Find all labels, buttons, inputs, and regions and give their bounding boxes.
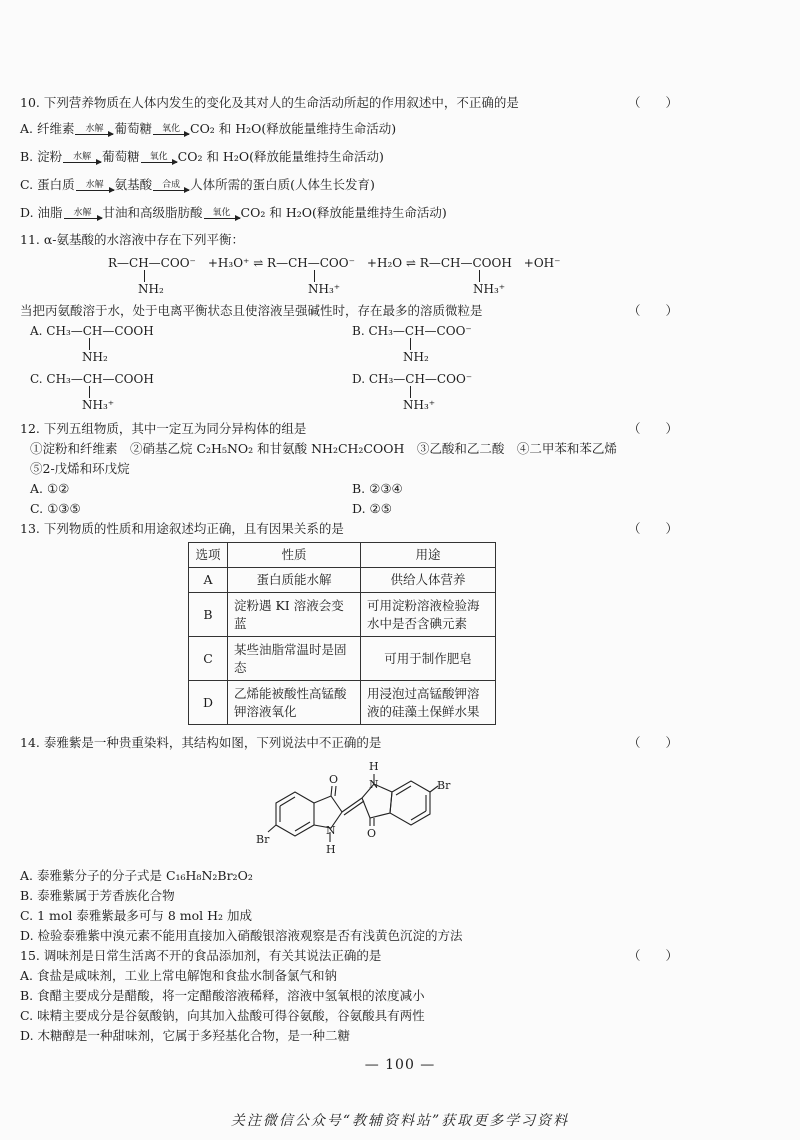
q11-option-b[interactable]: B. CH₃—CH—COO⁻	[352, 324, 472, 338]
table-cell: C	[189, 637, 228, 681]
q14-option-a[interactable]: A. 泰雅紫分子的分子式是 C₁₆H₈N₂Br₂O₂	[20, 868, 253, 883]
q11-answer-paren[interactable]: （ ）	[628, 303, 679, 318]
watermark-text: 关注微信公众号“教辅资料站”获取更多学习资料	[230, 1113, 570, 1129]
q11-a-bond	[89, 338, 90, 350]
q11-b-bond	[410, 338, 411, 350]
table-header-cell: 用途	[361, 543, 496, 568]
q11-option-d-sub: NH₃⁺	[403, 398, 436, 412]
q11-option-a[interactable]: A. CH₃—CH—COOH	[30, 324, 154, 338]
table-cell: 淀粉遇 KI 溶液会变蓝	[228, 593, 361, 637]
page-number: — 100 —	[364, 1057, 436, 1073]
table-cell: A	[189, 568, 228, 593]
q13-answer-paren[interactable]: （ ）	[628, 521, 679, 536]
table-row	[189, 568, 496, 593]
q11-option-c-sub: NH₃⁺	[82, 398, 115, 412]
q10-option-a[interactable]: A. 纤维素 水解 葡萄糖 氧化 CO₂ 和 H₂O(释放能量维持生命活动)	[20, 121, 397, 136]
table-cell: 某些油脂常温时是固态	[228, 637, 361, 681]
table-row	[189, 593, 496, 637]
q11-bond-3	[479, 270, 480, 282]
q15-stem: 15. 调味剂是日常生活离不开的食品添加剂，有关其说法正确的是	[20, 948, 382, 963]
q15-option-b[interactable]: B. 食醋主要成分是醋酸，将一定醋酸溶液稀释，溶液中氢氧根的浓度减小	[20, 988, 425, 1003]
table-row	[189, 681, 496, 725]
q11-option-c[interactable]: C. CH₃—CH—COOH	[30, 372, 154, 386]
q15-option-a[interactable]: A. 食盐是咸味剂，工业上常电解饱和食盐水制备氯气和钠	[20, 968, 337, 983]
q10-answer-paren[interactable]: （ ）	[628, 95, 679, 110]
atom-br-left: Br	[256, 833, 270, 846]
q13-stem: 13. 下列物质的性质和用途叙述均正确，且有因果关系的是	[20, 521, 344, 536]
q10-option-c[interactable]: C. 蛋白质 水解 氨基酸 合成 人体所需的蛋白质(人体生长发育)	[20, 177, 375, 192]
q14-option-d[interactable]: D. 检验泰雅紫中溴元素不能用直接加入硝酸银溶液观察是否有浅黄色沉淀的方法	[20, 928, 463, 943]
q12-option-b[interactable]: B. ②③④	[352, 481, 403, 496]
q12-option-d[interactable]: D. ②⑤	[352, 501, 392, 516]
atom-h-left: H	[326, 843, 336, 856]
q11-bond-1	[144, 270, 145, 282]
q11-sub-3: NH₃⁺	[473, 282, 506, 296]
table-cell: 可用于制作肥皂	[361, 637, 496, 681]
q12-stem: 12. 下列五组物质，其中一定互为同分异构体的组是	[20, 421, 307, 436]
q11-d-bond	[410, 386, 411, 398]
table-cell: 可用淀粉溶液检验海水中是否含碘元素	[361, 593, 496, 637]
q13-table	[188, 542, 496, 725]
table-cell: B	[189, 593, 228, 637]
q15-option-c[interactable]: C. 味精主要成分是谷氨酸钠，向其加入盐酸可得谷氨酸，谷氨酸具有两性	[20, 1008, 425, 1023]
q14-answer-paren[interactable]: （ ）	[628, 735, 679, 750]
q12-answer-paren[interactable]: （ ）	[628, 421, 679, 436]
q10-stem: 10. 下列营养物质在人体内发生的变化及其对人的生命活动所起的作用叙述中，不正确的是	[20, 95, 519, 110]
table-header-cell: 选项	[189, 543, 228, 568]
table-row	[189, 637, 496, 681]
atom-h-right: H	[369, 760, 379, 773]
atom-o-left: O	[329, 773, 339, 786]
q12-option-a[interactable]: A. ①②	[30, 481, 70, 496]
q11-option-b-sub: NH₂	[403, 350, 429, 364]
q11-option-d[interactable]: D. CH₃—CH—COO⁻	[352, 372, 473, 386]
table-cell: 供给人体营养	[361, 568, 496, 593]
q11-bond-2	[314, 270, 315, 282]
table-header-row	[189, 543, 496, 568]
table-header-cell: 性质	[228, 543, 361, 568]
q11-sub-2: NH₃⁺	[308, 282, 341, 296]
q15-option-d[interactable]: D. 木糖醇是一种甜味剂，它属于多羟基化合物，是一种二糖	[20, 1028, 351, 1043]
atom-n-left: N	[326, 824, 336, 837]
atom-n-right: N	[369, 778, 379, 791]
q12-option-c[interactable]: C. ①③⑤	[30, 501, 81, 516]
table-cell: D	[189, 681, 228, 725]
q15-answer-paren[interactable]: （ ）	[628, 948, 679, 963]
q10-option-b[interactable]: B. 淀粉 水解 葡萄糖 氧化 CO₂ 和 H₂O(释放能量维持生命活动)	[20, 149, 384, 164]
atom-o-right: O	[367, 827, 377, 840]
q11-stem: 11. α-氨基酸的水溶液中存在下列平衡：	[20, 232, 245, 247]
q11-stem-2: 当把丙氨酸溶于水，处于电离平衡状态且使溶液呈强碱性时，存在最多的溶质微粒是	[20, 303, 483, 318]
q14-option-b[interactable]: B. 泰雅紫属于芳香族化合物	[20, 888, 175, 903]
q14-option-c[interactable]: C. 1 mol 泰雅紫最多可与 8 mol H₂ 加成	[20, 908, 252, 923]
table-cell: 用浸泡过高锰酸钾溶液的硅藻土保鲜水果	[361, 681, 496, 725]
q14-stem: 14. 泰雅紫是一种贵重染料，其结构如图，下列说法中不正确的是	[20, 735, 382, 750]
table-cell: 蛋白质能水解	[228, 568, 361, 593]
atom-br-right: Br	[437, 779, 451, 792]
q11-c-bond	[89, 386, 90, 398]
q11-option-a-sub: NH₂	[82, 350, 108, 364]
q11-sub-1: NH₂	[138, 282, 164, 296]
q12-items-1: ①淀粉和纤维素 ②硝基乙烷 C₂H₅NO₂ 和甘氨酸 NH₂CH₂COOH ③乙酸和乙二酸 ④二甲苯和苯乙烯	[30, 441, 617, 456]
q12-items-2: ⑤2-戊烯和环戊烷	[30, 461, 130, 476]
q10-option-d[interactable]: D. 油脂 水解 甘油和高级脂肪酸 氧化 CO₂ 和 H₂O(释放能量维持生命活动)	[20, 205, 447, 220]
q11-equilibrium: R—CH—COO⁻ +H₃O⁺ ⇌ R—CH—COO⁻ +H₂O ⇌ R—CH—COOH +OH⁻	[108, 256, 561, 270]
table-cell: 乙烯能被酸性高锰酸钾溶液氧化	[228, 681, 361, 725]
